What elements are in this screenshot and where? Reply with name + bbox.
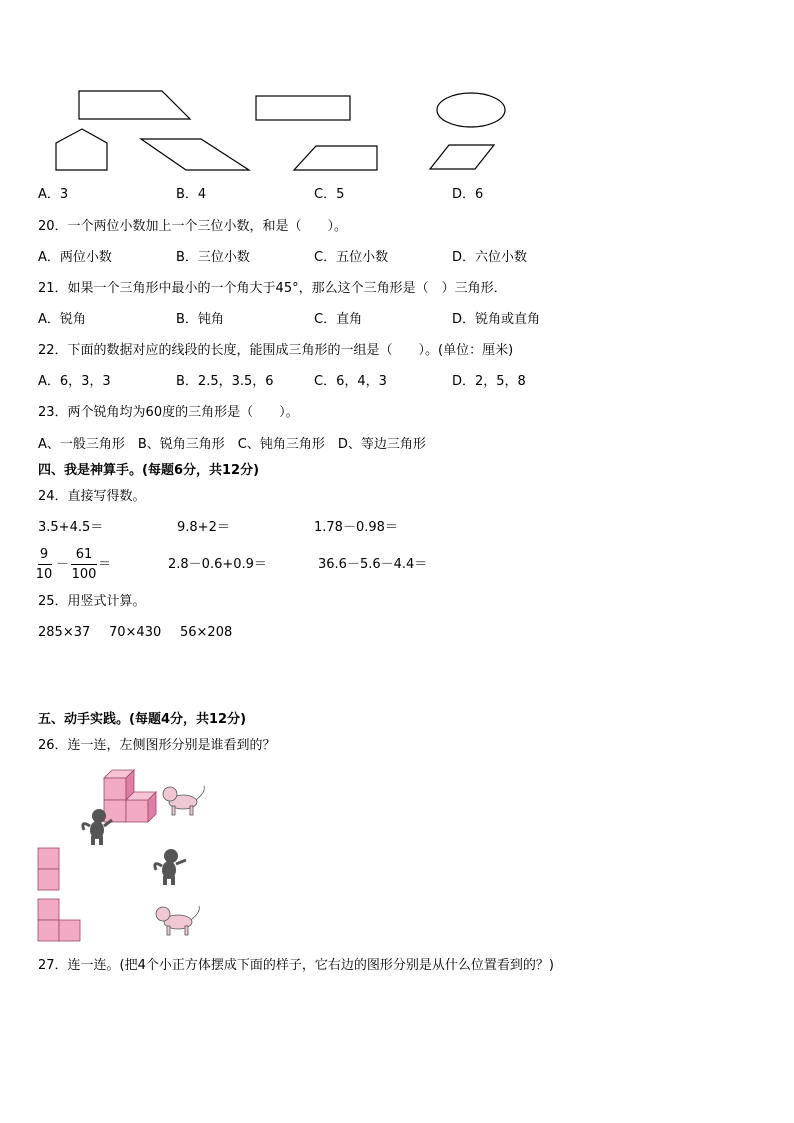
fraction-1-denominator: 10 <box>35 567 53 582</box>
q24-item-3: 1.78－0.98＝ <box>314 520 398 535</box>
q21-option-a: A．锐角 <box>38 312 86 327</box>
q19-option-d: D．6 <box>452 187 484 202</box>
q22-option-d: D．2，5，8 <box>452 374 526 389</box>
fraction-2-denominator: 100 <box>71 567 97 582</box>
fraction-2-numerator: 61 <box>75 547 93 562</box>
q22-option-a: A．6，3，3 <box>38 374 111 389</box>
q24-item-1: 3.5+4.5＝ <box>38 520 104 535</box>
q25-item-1: 285×37 <box>38 625 91 640</box>
front-view-shape <box>38 848 59 890</box>
q24-item-2: 9.8+2＝ <box>177 520 230 535</box>
rectangle-shape <box>256 96 350 120</box>
q26-figures <box>0 760 260 950</box>
q24-equals-sign: ＝ <box>98 557 112 572</box>
q22-stem: 22．下面的数据对应的线段的长度，能围成三角形的一组是（ ）。(单位：厘米) <box>38 343 514 358</box>
parallelogram-shape-2 <box>294 146 377 170</box>
q20-option-c: C．五位小数 <box>314 250 389 265</box>
section4-title: 四、我是神算手。(每题6分，共12分) <box>38 463 260 478</box>
q24-item-5: 2.8－0.6+0.9＝ <box>168 557 267 572</box>
q25-item-2: 70×430 <box>109 625 162 640</box>
q27-stem: 27．连一连。(把4个小正方体摆成下面的样子，它右边的图形分别是从什么位置看到的？) <box>38 958 554 973</box>
dog-icon-2 <box>156 906 199 935</box>
q24-minus-sign: － <box>56 557 70 572</box>
q26-stem: 26．连一连，左侧图形分别是谁看到的？ <box>38 738 276 753</box>
dog-icon <box>163 786 204 815</box>
q23-stem: 23．两个锐角均为60度的三角形是（ ）。 <box>38 405 299 420</box>
q24-item-6: 36.6－5.6－4.4＝ <box>318 557 428 572</box>
q20-option-b: B．三位小数 <box>176 250 250 265</box>
q20-stem: 20．一个两位小数加上一个三位小数，和是（ ）。 <box>38 219 348 234</box>
q19-option-a: A．3 <box>38 187 69 202</box>
q19-option-c: C．5 <box>314 187 345 202</box>
q21-option-c: C．直角 <box>314 312 363 327</box>
q20-option-a: A．两位小数 <box>38 250 112 265</box>
q20-option-d: D．六位小数 <box>452 250 528 265</box>
fraction-1-bar <box>38 564 52 565</box>
q19-option-b: B．4 <box>176 187 207 202</box>
q21-option-d: D．锐角或直角 <box>452 312 541 327</box>
q21-stem: 21．如果一个三角形中最小的一个角大于45°，那么这个三角形是（ ）三角形． <box>38 281 507 296</box>
q19-figures <box>0 0 794 190</box>
right-trapezoid-shape <box>79 91 190 119</box>
q22-option-b: B．2.5，3.5，6 <box>176 374 274 389</box>
q23-options: A、一般三角形 B、锐角三角形 C、钝角三角形 D、等边三角形 <box>38 437 426 452</box>
monkey-icon-2 <box>155 849 186 885</box>
q24-stem: 24．直接写得数。 <box>38 489 146 504</box>
rhombus-shape <box>430 145 494 169</box>
q25-stem: 25．用竖式计算。 <box>38 594 146 609</box>
pentagon-shape <box>56 129 107 170</box>
side-view-shape <box>38 899 80 941</box>
section5-title: 五、动手实践。(每题4分，共12分) <box>38 712 247 727</box>
cube-stack <box>104 770 156 822</box>
parallelogram-shape-1 <box>141 139 249 170</box>
q25-item-3: 56×208 <box>180 625 233 640</box>
q21-option-b: B．钝角 <box>176 312 224 327</box>
q22-option-c: C．6，4，3 <box>314 374 387 389</box>
ellipse-shape <box>437 93 505 127</box>
fraction-2-bar <box>71 564 97 565</box>
fraction-1-numerator: 9 <box>39 547 49 562</box>
